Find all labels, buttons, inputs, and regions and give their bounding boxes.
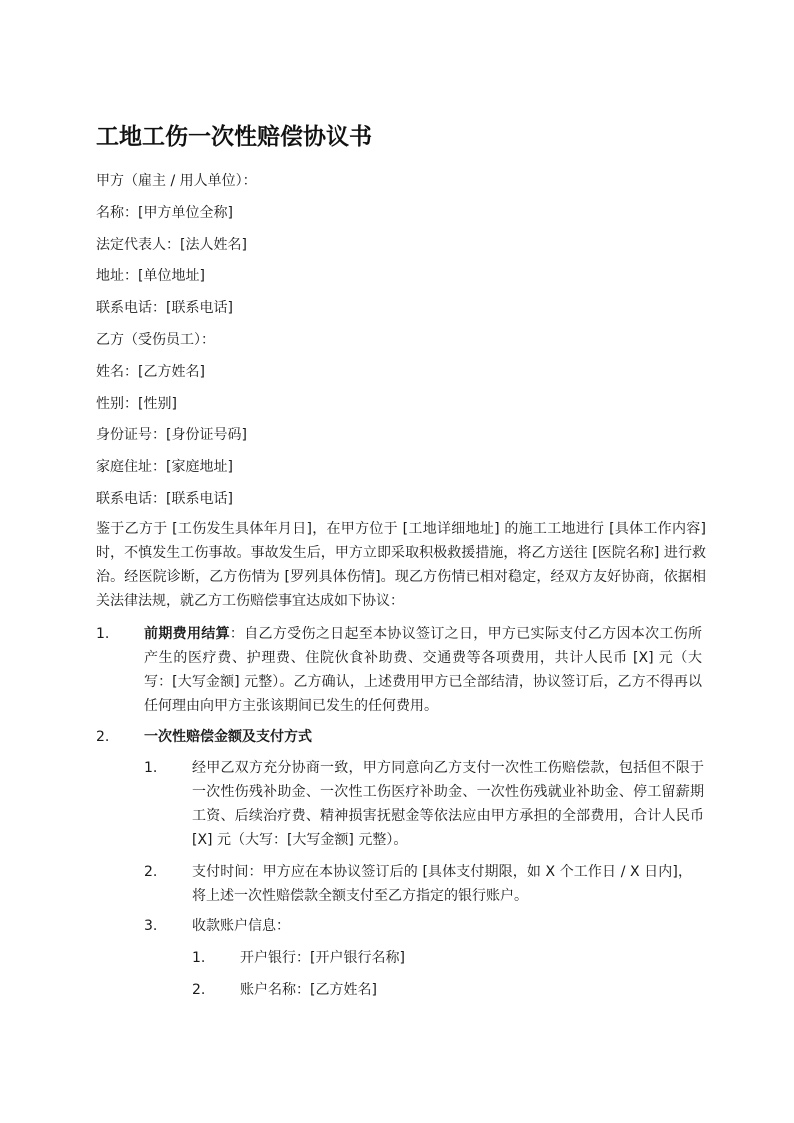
clause-1-separator: ： xyxy=(229,626,245,642)
account-info-name xyxy=(192,978,706,1002)
account-info-bank-text: 开户银行：[开户银行名称] xyxy=(240,950,405,966)
clause-2-subitem-3-number: 3. xyxy=(144,918,158,934)
clause-2-subitem-1-number: 1. xyxy=(144,760,158,776)
account-info-bank xyxy=(192,946,706,970)
clause-1 xyxy=(96,622,706,718)
account-info-name-number: 2. xyxy=(192,982,206,998)
clause-2-subitem-3-text: 收款账户信息： xyxy=(192,918,290,934)
clause-2-subitem-2-number: 2. xyxy=(144,864,158,880)
party-b-name: 姓名：[乙方姓名] xyxy=(96,364,205,380)
clause-2-heading: 一次性赔偿金额及支付方式 xyxy=(144,729,312,745)
account-info-bank-number: 1. xyxy=(192,950,206,966)
party-b-gender: 性别：[性别] xyxy=(96,396,177,412)
party-a-legal-rep: 法定代表人：[法人姓名] xyxy=(96,237,247,253)
clause-2-subitem-1-text: 经甲乙双方充分协商一致，甲方同意向乙方支付一次性工伤赔偿款，包括但不限于一次性伤残补助金、一次性工伤医疗补助金、一次性伤残就业补助金、停工留薪期工资、后续治疗费、精神损害抚慰金等依法应由甲方承担的全部费用，合计人民币 [X] 元（大写：[大写金额] 元整）。 xyxy=(192,760,704,848)
clause-2-number: 2. xyxy=(96,729,110,745)
party-a-address: 地址：[单位地址] xyxy=(96,268,205,284)
account-info-name-text: 账户名称：[乙方姓名] xyxy=(240,982,377,998)
party-a-phone: 联系电话：[联系电话] xyxy=(96,300,233,316)
clause-2-subitem-1 xyxy=(144,756,706,852)
document-title: 工地工伤一次性赔偿协议书 xyxy=(96,124,372,150)
party-b-phone: 联系电话：[联系电话] xyxy=(96,491,233,507)
clause-2 xyxy=(96,725,706,749)
clause-2-subitem-2 xyxy=(144,860,706,908)
party-b-address: 家庭住址：[家庭地址] xyxy=(96,459,233,475)
clause-2-subitem-3 xyxy=(144,914,706,938)
party-b-id-number: 身份证号：[身份证号码] xyxy=(96,427,247,443)
clause-2-subitem-2-text: 支付时间：甲方应在本协议签订后的 [具体支付期限，如 X 个工作日 / X 日内]，将上述一次性赔偿款全额支付至乙方指定的银行账户。 xyxy=(192,864,692,904)
clause-1-number: 1. xyxy=(96,626,110,642)
clause-1-body: 自乙方受伤之日起至本协议签订之日，甲方已实际支付乙方因本次工伤所产生的医疗费、护理费、住院伙食补助费、交通费等各项费用，共计人民币 [X] 元（大写：[大写金额] 元整）。乙方确认，上述费用甲方已全部结清，协议签订后，乙方不得再以任何理由向甲方主张该期间已发生的任何费用。 xyxy=(144,626,703,714)
intro-paragraph: 鉴于乙方于 [工伤发生具体年月日]，在甲方位于 [工地详细地址] 的施工工地进行 [具体工作内容] 时，不慎发生工伤事故。事故发生后，甲方立即采取积极救援措施，将乙方送往 [医院名称] 进行救治。经医院诊断，乙方伤情为 [罗列具体伤情]。现乙方伤情已相对稳定，经双方友好协商，依据相关法律法规，就乙方工伤赔偿事宜达成如下协议： xyxy=(96,521,706,609)
party-a-name: 名称：[甲方单位全称] xyxy=(96,205,233,221)
party-a-heading: 甲方（雇主 / 用人单位）： xyxy=(96,173,257,189)
clause-1-heading: 前期费用结算 xyxy=(144,626,230,642)
clause-1-content xyxy=(144,622,702,718)
party-b-heading: 乙方（受伤员工）： xyxy=(96,332,215,348)
